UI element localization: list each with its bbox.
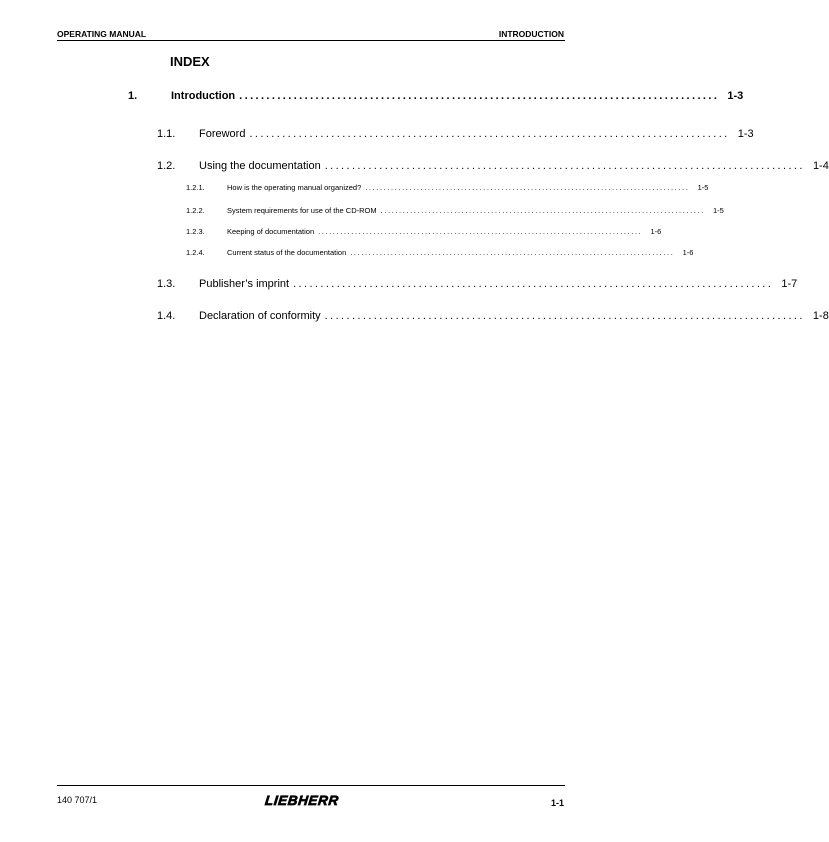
toc-number: 1.2.1. (186, 183, 205, 192)
toc-number: 1.2.4. (186, 248, 205, 257)
footer-rule (57, 785, 565, 786)
toc-page: 1-7 (781, 278, 798, 290)
header-rule (57, 40, 565, 41)
liebherr-logo (255, 793, 349, 812)
toc-leader: ........................................................................................ (350, 248, 675, 257)
toc-number: 1.2.3. (186, 227, 205, 236)
toc-number: 1. (128, 90, 138, 102)
toc-page: 1-5 (697, 183, 709, 192)
toc-leader: ........................................................................................ (324, 160, 805, 172)
liebherr-logo-graphic (255, 793, 349, 807)
toc-leader: ........................................................................................ (365, 183, 690, 192)
toc-page: 1-3 (737, 128, 754, 140)
header-section-label: INTRODUCTION (498, 29, 564, 39)
toc-entry-declaration-conformity[interactable] (157, 310, 829, 322)
toc-number: 1.3. (157, 278, 176, 290)
page-number: 1-1 (550, 798, 564, 808)
toc-leader: ........................................................................................ (249, 128, 730, 140)
document-number: 140 707/1 (57, 795, 98, 805)
toc-page: 1-8 (812, 310, 829, 322)
toc-number: 1.1. (157, 128, 176, 140)
toc-page: 1-6 (682, 248, 694, 257)
toc-leader: ........................................................................................ (380, 206, 705, 215)
toc-page: 1-6 (650, 227, 662, 236)
toc-title: Publisher’s imprint (199, 278, 290, 290)
toc-title: Keeping of documentation (227, 227, 315, 236)
toc-title: Using the documentation (199, 160, 321, 172)
toc-leader: ........................................................................................ (239, 90, 720, 102)
toc-title: System requirements for use of the CD-ROM (227, 206, 377, 215)
toc-page: 1-5 (712, 206, 724, 215)
toc-entry-publishers-imprint[interactable] (157, 278, 798, 290)
toc-title: Introduction (171, 90, 236, 102)
toc-number: 1.4. (157, 310, 176, 322)
toc-entry-current-status[interactable] (186, 248, 694, 257)
liebherr-logo-text: LIEBHERR (264, 793, 340, 808)
toc-leader: ........................................................................................ (324, 310, 805, 322)
toc-page: 1-4 (812, 160, 829, 172)
toc-page: 1-3 (727, 90, 744, 102)
toc-number: 1.2. (157, 160, 176, 172)
toc-title: Current status of the documentation (227, 248, 347, 257)
toc-entry-keeping-documentation[interactable] (186, 227, 662, 236)
toc-leader: ........................................................................................ (293, 278, 774, 290)
toc-entry-manual-organized[interactable] (186, 183, 709, 192)
toc-title: Foreword (199, 128, 246, 140)
toc-entry-system-requirements[interactable] (186, 206, 724, 215)
index-title: INDEX (170, 54, 210, 69)
toc-number: 1.2.2. (186, 206, 205, 215)
toc-entry-introduction[interactable] (128, 90, 744, 102)
toc-title: How is the operating manual organized? (227, 183, 362, 192)
toc-entry-foreword[interactable] (157, 128, 754, 140)
toc-leader: ........................................................................................ (318, 227, 643, 236)
toc-title: Declaration of conformity (199, 310, 321, 322)
header-manual-label: OPERATING MANUAL (57, 29, 147, 39)
toc-entry-using-documentation[interactable] (157, 160, 829, 172)
